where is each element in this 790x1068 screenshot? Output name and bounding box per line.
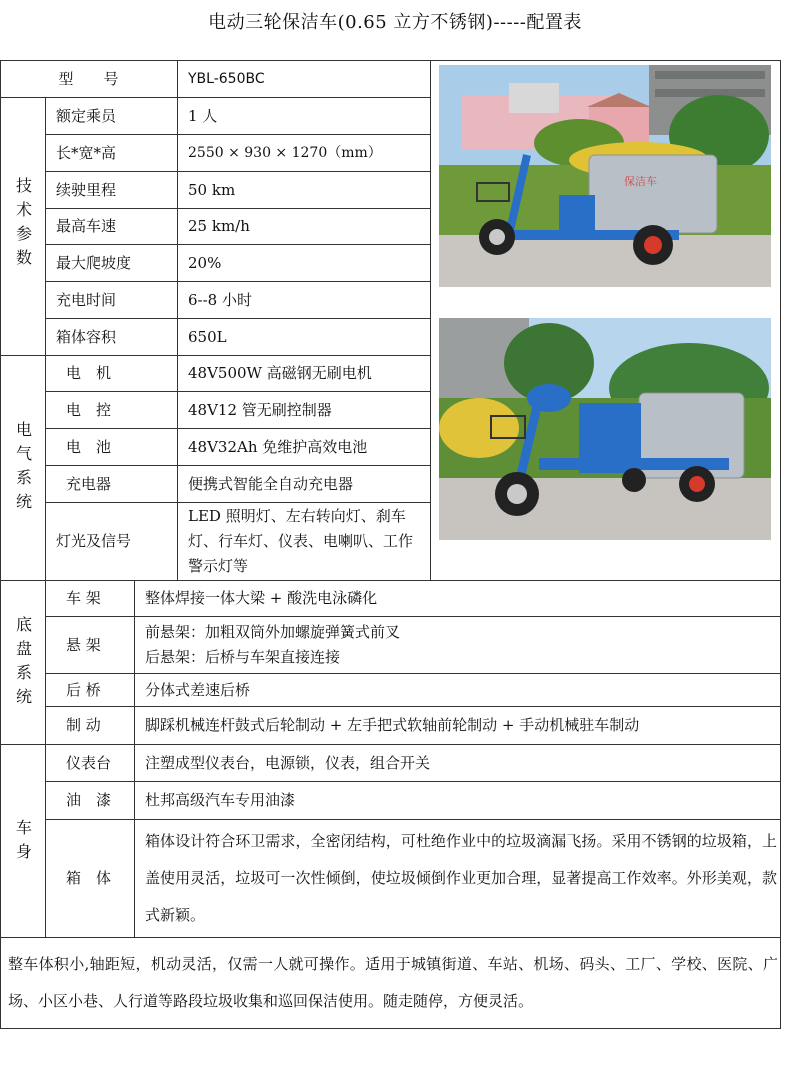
model-label: 型 号 (58, 69, 119, 88)
body-label: 仪表台 (66, 753, 112, 772)
elec-label: 电 机 (66, 364, 112, 382)
body-label: 油 漆 (66, 791, 112, 809)
body-value: 杜邦高级汽车专用油漆 (145, 791, 296, 809)
tech-value: 2550 × 930 × 1270（mm） (188, 144, 382, 161)
tech-label: 长*宽*高 (56, 143, 117, 162)
chassis-label: 悬 架 (66, 635, 101, 654)
chassis-value: 分体式差速后桥 (145, 680, 251, 699)
elec-label: 电 控 (66, 400, 112, 419)
chassis-label: 制 动 (66, 716, 101, 734)
chassis-value: 脚踩机械连杆鼓式后轮制动 + 左手把式软轴前轮制动 + 手动机械驻车制动 (145, 716, 640, 734)
tech-value: 650L (188, 327, 227, 346)
elec-label: 电 池 (66, 437, 112, 456)
tech-label: 箱体容积 (56, 327, 117, 346)
document-title: 电动三轮保洁车(0.65 立方不锈钢)-----配置表 (208, 12, 582, 33)
tech-label: 最大爬坡度 (56, 253, 132, 272)
elec-label: 充电器 (66, 474, 112, 493)
section-tech: 技 术 参 数 (15, 176, 32, 267)
body-label: 箱 体 (66, 869, 112, 887)
bin-sign: 保洁车 (624, 175, 657, 188)
spec-table (0, 60, 781, 1029)
tech-value: 1 人 (188, 106, 218, 125)
section-chassis: 底 盘 系 统 (15, 615, 32, 706)
body-value: 箱体设计符合环卫需求，全密闭结构，可杜绝作业中的垃圾滴漏飞扬。采用不锈钢的垃圾箱，上盖使用灵活，垃圾可一次性倾倒，使垃圾倾倒作业更加合理，显著提高工作效率。外形美观，款式新颖。 (145, 831, 777, 924)
tech-value: 20% (188, 253, 222, 272)
vehicle-photo-1 (439, 65, 771, 287)
section-body: 车 身 (15, 818, 32, 861)
elec-value: LED 照明灯、左右转向灯、刹车灯、行车灯、仪表、电喇叭、工作警示灯等 (188, 506, 414, 575)
vehicle-photo-2 (439, 318, 771, 540)
model-value: YBL-650BC (188, 70, 265, 87)
chassis-label: 后 桥 (66, 680, 101, 699)
elec-value: 48V32Ah 免维护高效电池 (188, 437, 368, 456)
section-elec: 电 气 系 统 (15, 420, 32, 511)
body-value: 注塑成型仪表台，电源锁，仪表，组合开关 (145, 753, 431, 772)
tech-value: 6--8 小时 (188, 290, 252, 309)
chassis-label: 车 架 (66, 589, 101, 607)
tech-value: 25 km/h (188, 217, 250, 235)
chassis-value-rear: 后悬架：后桥与车架直接连接 (145, 648, 341, 666)
tech-label: 额定乘员 (56, 106, 117, 125)
elec-value: 48V12 管无刷控制器 (188, 400, 332, 419)
elec-label: 灯光及信号 (56, 532, 132, 550)
chassis-value: 整体焊接一体大梁 + 酸洗电泳磷化 (145, 589, 378, 607)
elec-value: 便携式智能全自动充电器 (188, 474, 354, 493)
summary-text: 整车体积小,轴距短，机动灵活，仅需一人就可操作。适用于城镇街道、车站、机场、码头、工厂、学校、医院、广场、小区小巷、人行道等路段垃圾收集和巡回保洁使用。随走随停，方便灵活。 (8, 954, 778, 1010)
tech-label: 续驶里程 (56, 180, 117, 199)
tech-value: 50 km (188, 180, 236, 199)
elec-value: 48V500W 高磁钢无刷电机 (188, 364, 372, 382)
tech-label: 最高车速 (56, 217, 117, 235)
chassis-value-front: 前悬架：加粗双筒外加螺旋弹簧式前叉 (145, 623, 401, 641)
tech-label: 充电时间 (56, 290, 117, 309)
